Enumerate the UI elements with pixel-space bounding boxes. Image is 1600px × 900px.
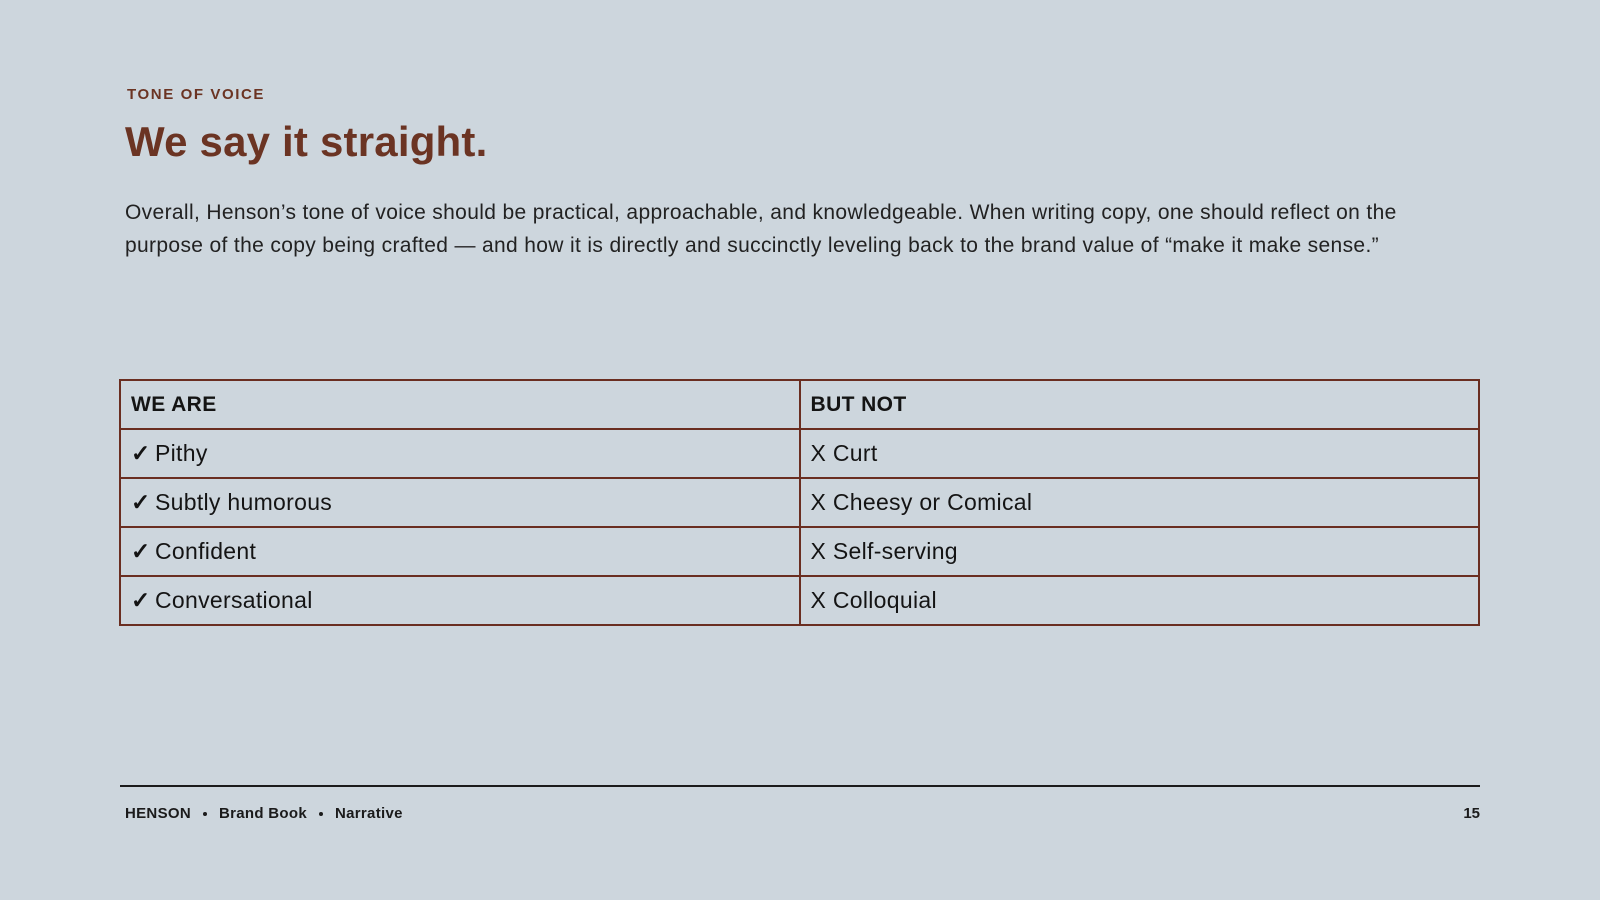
intro-paragraph: Overall, Henson’s tone of voice should be practical, approachable, and knowledgeable. When writing copy, one should reflect on the purpose of the copy being crafted — and how it is directly and succinctly leveling back to the brand value of “make it make sense.” [125, 201, 1397, 257]
cross-icon: X [810, 538, 827, 564]
we-are-text: Confident [155, 538, 257, 564]
separator-dot-icon [319, 812, 323, 816]
check-icon: ✓ [131, 538, 151, 564]
we-are-header: WE ARE [120, 380, 800, 429]
but-not-text: Colloquial [832, 587, 937, 613]
we-are-cell [120, 527, 800, 576]
cross-icon: X [810, 489, 827, 515]
table-header-row [120, 380, 1479, 429]
but-not-cell [800, 576, 1480, 625]
but-not-header: BUT NOT [800, 380, 1480, 429]
we-are-text: Pithy [155, 440, 208, 466]
but-not-cell [800, 527, 1480, 576]
page-number: 15 [1463, 805, 1480, 822]
table-row [120, 429, 1479, 478]
separator-dot-icon [203, 812, 207, 816]
footer-section: Narrative [335, 805, 403, 822]
check-icon: ✓ [131, 489, 151, 515]
we-are-text: Conversational [155, 587, 313, 613]
check-icon: ✓ [131, 440, 151, 466]
but-not-text: Curt [832, 440, 878, 466]
tone-comparison-table [119, 379, 1480, 626]
footer-divider [120, 785, 1480, 787]
footer-document: Brand Book [218, 805, 307, 822]
cross-icon: X [810, 587, 827, 613]
footer-breadcrumb [125, 805, 403, 822]
we-are-cell [120, 429, 800, 478]
but-not-cell [800, 429, 1480, 478]
but-not-text: Cheesy or Comical [832, 489, 1033, 515]
footer-brand: HENSON [125, 805, 191, 822]
we-are-cell [120, 576, 800, 625]
table-row [120, 576, 1479, 625]
but-not-text: Self-serving [832, 538, 958, 564]
we-are-text: Subtly humorous [155, 489, 333, 515]
we-are-cell [120, 478, 800, 527]
check-icon: ✓ [131, 587, 151, 613]
cross-icon: X [810, 440, 827, 466]
table-row [120, 478, 1479, 527]
table-row [120, 527, 1479, 576]
section-eyebrow: TONE OF VOICE [127, 86, 266, 103]
but-not-cell [800, 478, 1480, 527]
page-title: We say it straight. [125, 118, 488, 165]
